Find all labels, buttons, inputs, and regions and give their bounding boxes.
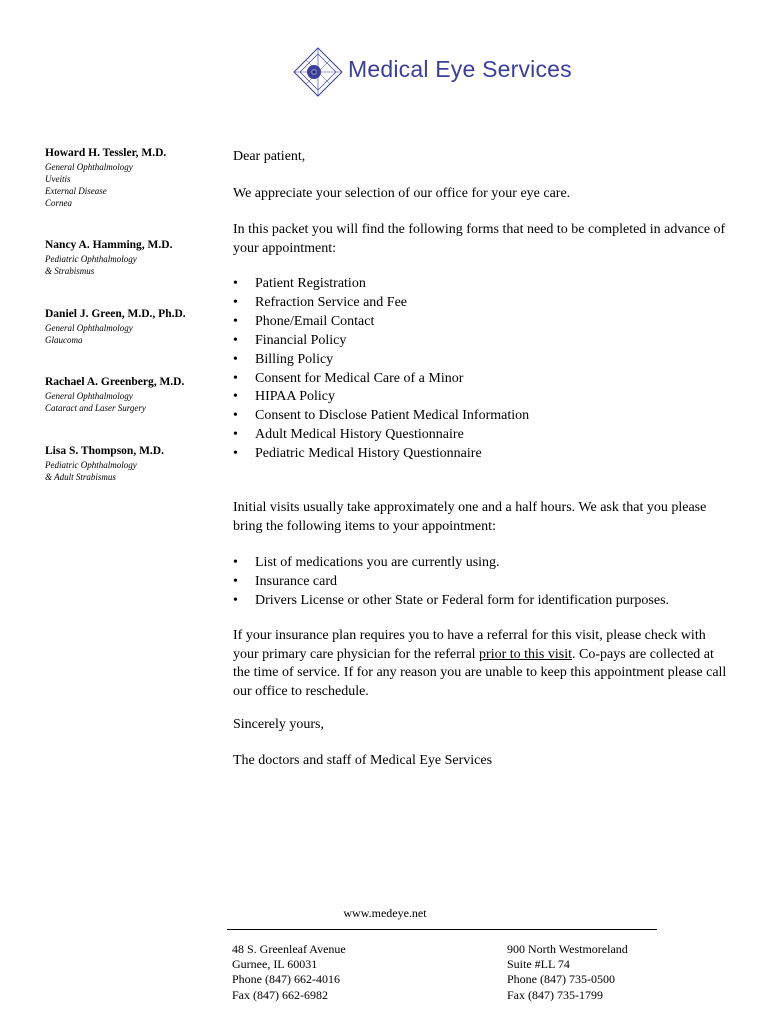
- list-item: • Insurance card: [233, 573, 733, 592]
- doctor-entry: [45, 238, 220, 277]
- doctor-specialty: & Strabismus: [45, 266, 95, 276]
- doctor-entry: [45, 146, 220, 209]
- doctor-specialty: Cornea: [45, 198, 72, 208]
- closing: Sincerely yours,: [233, 717, 324, 732]
- doctor-entry: [45, 307, 220, 346]
- list-item: • List of medications you are currently using.: [233, 554, 733, 573]
- doctor-specialty: General Ophthalmology: [45, 162, 133, 172]
- list-item: • Refraction Service and Fee: [233, 294, 733, 313]
- referral-paragraph: [233, 627, 733, 701]
- referral-text: . Co-pays are collected at the time of service. If for any reason you are unable to keep this appointment please call our office to reschedule.: [233, 646, 727, 699]
- list-item: • Billing Policy: [233, 351, 733, 370]
- list-item: • Phone/Email Contact: [233, 313, 733, 332]
- doctor-specialty: Uveitis: [45, 174, 71, 184]
- phone-line: Phone (847) 735-0500: [507, 972, 615, 987]
- doctor-name: Lisa S. Thompson, M.D.: [45, 445, 164, 457]
- doctor-specialties: [45, 161, 220, 209]
- doctor-specialties: [45, 253, 220, 277]
- referral-text: If your insurance plan requires you to have a referral for this visit, please check with your primary care physician for the referral: [233, 628, 706, 662]
- doctor-name: Nancy A. Hamming, M.D.: [45, 239, 173, 251]
- website-url: www.medeye.net: [343, 906, 427, 920]
- doctor-specialties: [45, 390, 220, 414]
- list-item: • Financial Policy: [233, 332, 733, 351]
- doctor-name: Daniel J. Green, M.D., Ph.D.: [45, 308, 186, 320]
- fax-line: Fax (847) 735-1799: [507, 987, 603, 1002]
- doctor-specialty: Glaucoma: [45, 335, 83, 345]
- doctor-specialty: General Ophthalmology: [45, 391, 133, 401]
- eye-logo-icon: [292, 46, 344, 98]
- doctor-entry: [45, 444, 220, 483]
- signature: The doctors and staff of Medical Eye Services: [233, 753, 493, 768]
- list-item: • HIPAA Policy: [233, 388, 733, 407]
- doctor-entry: [45, 375, 220, 414]
- forms-list: [233, 275, 733, 464]
- address-line: Suite #LL 74: [507, 957, 570, 972]
- address-line: 48 S. Greenleaf Avenue: [232, 942, 346, 956]
- list-item: • Adult Medical History Questionnaire: [233, 426, 733, 445]
- referral-emphasis: prior to this visit: [479, 646, 572, 662]
- address-gurnee: [232, 942, 346, 1003]
- list-item: • Consent to Disclose Patient Medical Information: [233, 407, 733, 426]
- list-item: • Consent for Medical Care of a Minor: [233, 370, 733, 389]
- visit-info-paragraph: Initial visits usually take approximately one and a half hours. We ask that you please bring the following items to your appointment:: [233, 500, 707, 534]
- doctor-specialty: & Adult Strabismus: [45, 472, 116, 482]
- doctor-specialty: General Ophthalmology: [45, 323, 133, 333]
- greeting: Dear patient,: [233, 149, 306, 164]
- footer-divider: [227, 929, 657, 930]
- list-item: • Patient Registration: [233, 275, 733, 294]
- address-line: Gurnee, IL 60031: [232, 957, 318, 972]
- address-line: 900 North Westmoreland: [507, 942, 628, 956]
- forms-intro-paragraph: In this packet you will find the following forms that need to be completed in advance of your appointment:: [233, 222, 726, 256]
- doctor-specialties: [45, 322, 220, 346]
- doctor-specialties: [45, 459, 220, 483]
- intro-paragraph: We appreciate your selection of our office for your eye care.: [233, 186, 571, 201]
- phone-line: Phone (847) 662-4016: [232, 972, 340, 987]
- doctor-specialty: External Disease: [45, 186, 107, 196]
- logo-text: Medical Eye Services: [348, 56, 572, 82]
- doctor-specialty: Pediatric Ophthalmology: [45, 460, 137, 470]
- list-item: • Pediatric Medical History Questionnaire: [233, 445, 733, 464]
- doctor-name: Rachael A. Greenberg, M.D.: [45, 376, 185, 388]
- address-westmoreland: [507, 942, 628, 1003]
- doctor-specialty: Cataract and Laser Surgery: [45, 403, 146, 413]
- bring-items-list: [233, 554, 733, 611]
- logo: [292, 46, 572, 98]
- doctor-name: Howard H. Tessler, M.D.: [45, 147, 167, 159]
- list-item: • Drivers License or other State or Federal form for identification purposes.: [233, 592, 733, 611]
- doctor-specialty: Pediatric Ophthalmology: [45, 254, 137, 264]
- fax-line: Fax (847) 662-6982: [232, 987, 328, 1002]
